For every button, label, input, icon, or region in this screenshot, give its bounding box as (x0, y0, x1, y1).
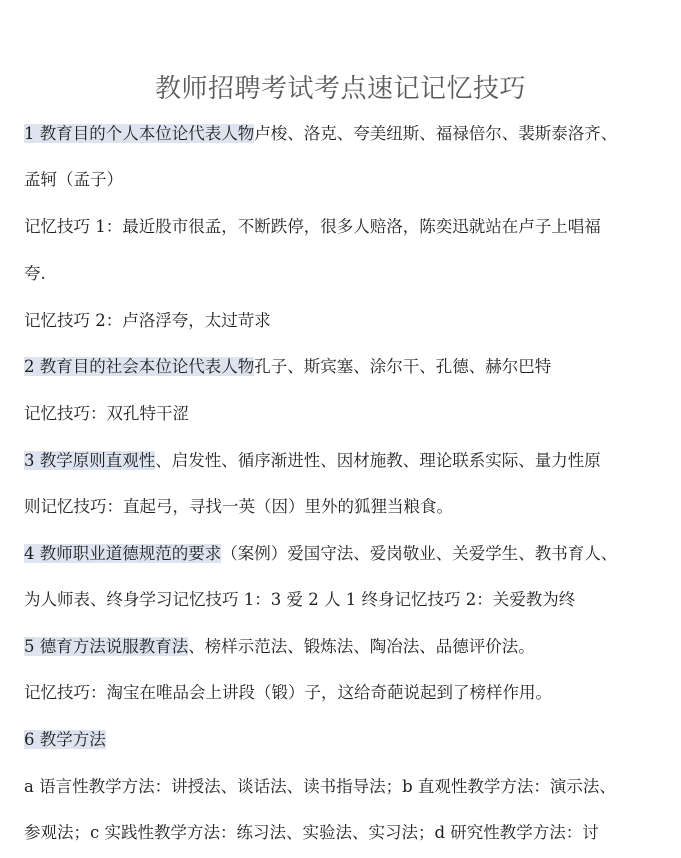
text-line (24, 355, 664, 379)
highlighted-heading: 2 教育目的社会本位论代表人物 (24, 357, 255, 376)
text-line (24, 681, 664, 705)
line-text: 卢梭、洛克、夸美纽斯、福禄倍尔、裴斯泰洛齐、 (254, 124, 618, 143)
text-line (24, 542, 664, 566)
line-text: （案例）爱国守法、爱岗敬业、关爱学生、教书育人、 (221, 544, 618, 563)
line-text: 孔子、斯宾塞、涂尔干、孔德、赫尔巴特 (254, 357, 552, 376)
text-line (24, 122, 664, 146)
highlighted-heading: 3 教学原则直观性 (24, 451, 156, 470)
text-line (24, 402, 664, 426)
document-title: 教师招聘考试考点速记记忆技巧 (154, 74, 526, 104)
line-text: 、启发性、循序渐进性、因材施教、理论联系实际、量力性原 (155, 451, 601, 470)
line-text: a 语言性教学方法：讲授法、谈话法、读书指导法；b 直观性教学方法：演示法、 (24, 777, 616, 796)
line-text: 记忆技巧 1：最近股市很孟，不断跌停，很多人赔洛，陈奕迅就站在卢子上唱福 (24, 217, 601, 236)
line-text: 参观法；c 实践性教学方法：练习法、实验法、实习法；d 研究性教学方法：讨 (24, 823, 599, 842)
text-line (24, 635, 664, 659)
text-line (24, 309, 664, 333)
line-text: 记忆技巧：双孔特干涩 (24, 404, 189, 423)
highlighted-heading: 5 德育方法说服教育法 (24, 637, 189, 656)
text-line (24, 168, 664, 192)
text-line (24, 728, 664, 752)
highlighted-heading: 4 教师职业道德规范的要求 (24, 544, 222, 563)
line-text: 则记忆技巧：直起弓，寻找一英（因）里外的狐狸当粮食。 (24, 497, 453, 516)
line-text: 为人师表、终身学习记忆技巧 1：3 爱 2 人 1 终身记忆技巧 2：关爱教为终 (24, 590, 576, 609)
text-line (24, 495, 664, 519)
text-line (24, 821, 664, 845)
text-line (24, 449, 664, 473)
line-text: 夸. (24, 264, 46, 283)
line-text: 记忆技巧：淘宝在唯品会上讲段（锻）子，这给奇葩说起到了榜样作用。 (24, 683, 552, 702)
highlighted-heading: 1 教育目的个人本位论代表人物 (24, 124, 255, 143)
line-text: 、榜样示范法、锻炼法、陶冶法、品德评价法。 (188, 637, 535, 656)
text-line (24, 588, 664, 612)
line-text: 记忆技巧 2：卢洛浮夸，太过苛求 (24, 311, 271, 330)
highlighted-heading: 6 教学方法 (24, 730, 106, 749)
text-line (24, 775, 664, 799)
text-line (24, 262, 664, 286)
text-line (24, 215, 664, 239)
line-text: 孟轲（孟子） (24, 170, 123, 189)
